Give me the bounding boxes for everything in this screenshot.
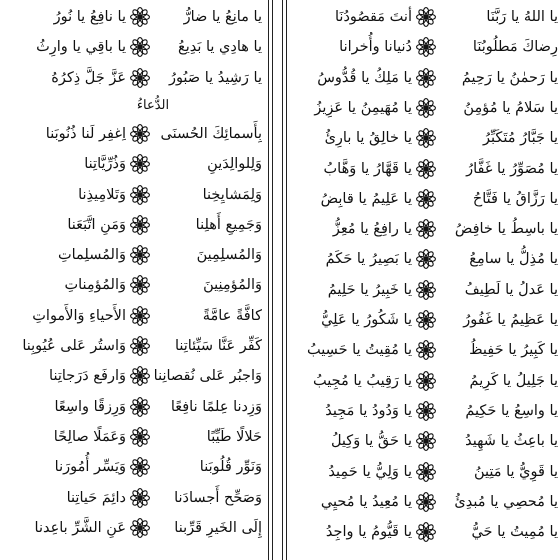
verse-row xyxy=(286,63,558,93)
verse-second-hemistich: وَاستُر عَلى عُيُوبِنا xyxy=(22,338,126,354)
verse-first-hemistich: وَنَوِّر قُلُوبَنا xyxy=(199,459,262,476)
verse-row xyxy=(286,93,558,123)
verse-second-hemistich: دُنيانا وأُخرانا xyxy=(339,39,412,56)
verse-row xyxy=(286,123,558,153)
verse-second-hemistich: وَذُرِّيَّاتِنا xyxy=(84,156,126,173)
verse-second-hemistich: وَالمُؤمِناتِ xyxy=(64,277,126,294)
verse-first-hemistich: يا هادِي يا بَدِيعُ xyxy=(177,39,262,56)
verse-second-hemistich: يا مُقِيتُ يا حَسِيبُ xyxy=(307,342,412,359)
verse-second-hemistich: وَرِزقًا واسِعًا xyxy=(54,398,126,415)
verse-row xyxy=(0,149,266,179)
verse-row xyxy=(0,392,266,422)
flower-ornament-icon xyxy=(130,124,150,144)
verse-second-hemistich: وَعَمَلًا صالِحًا xyxy=(53,428,126,445)
verse-first-hemistich: يا عَدلُ يا لَطِيفُ xyxy=(464,281,558,298)
verse-row xyxy=(0,483,266,513)
verse-row xyxy=(0,301,266,331)
flower-ornament-icon xyxy=(416,189,436,209)
verse-first-hemistich: يا رَحمٰنُ يا رَحِيمُ xyxy=(461,69,558,86)
verse-first-hemistich: وَلِمَشايِخِنا xyxy=(202,186,262,203)
verse-second-hemistich: يا شَكُورُ يا عَلِيُّ xyxy=(321,312,412,328)
verse-second-hemistich: يا رافِعُ يا مُعِزُّ xyxy=(332,221,412,238)
verse-row xyxy=(0,2,266,32)
verse-row xyxy=(0,513,266,543)
verse-row xyxy=(286,426,558,456)
flower-ornament-icon xyxy=(416,310,436,330)
flower-ornament-icon xyxy=(416,340,436,360)
flower-ornament-icon xyxy=(416,462,436,482)
verse-row xyxy=(0,63,266,93)
verse-first-hemistich: يا كَبِيرُ يا حَفِيظُ xyxy=(469,342,558,359)
verse-row xyxy=(286,366,558,396)
verse-row xyxy=(286,275,558,305)
verse-first-hemistich: وَاجبُر عَلى نُقصانِنا xyxy=(153,368,262,385)
verse-first-hemistich: يا اللهُ يا رَبَّنَا xyxy=(486,9,558,25)
right-text-column xyxy=(286,0,558,560)
verse-row xyxy=(286,32,558,62)
flower-ornament-icon xyxy=(416,68,436,88)
verse-first-hemistich: وَجَمِيعِ أَهلِنا xyxy=(195,216,262,233)
verse-second-hemistich: يا رَقِيبُ يا مُجِيبُ xyxy=(312,372,412,389)
flower-ornament-icon xyxy=(416,401,436,421)
verse-first-hemistich: حَلالًا طَيِّبًا xyxy=(206,428,262,445)
verse-second-hemistich: يا قَهَّارُ يا وَهَّابُ xyxy=(323,160,412,177)
verse-row xyxy=(0,32,266,62)
verse-first-hemistich: يا مُذِلُّ يا سامِعُ xyxy=(469,251,558,268)
verse-row xyxy=(0,422,266,452)
flower-ornament-icon xyxy=(130,68,150,88)
verse-row xyxy=(286,305,558,335)
verse-second-hemistich: يا مَلِكُ يا قُدُّوسُ xyxy=(317,69,412,86)
flower-ornament-icon xyxy=(416,128,436,148)
verse-first-hemistich: كَفِّر عَنَّا سَيِّئاتِنا xyxy=(174,338,262,354)
column-divider-rule xyxy=(268,0,269,560)
flower-ornament-icon xyxy=(130,37,150,57)
flower-ornament-icon xyxy=(130,245,150,265)
verse-row xyxy=(0,270,266,300)
flower-ornament-icon xyxy=(130,427,150,447)
verse-row xyxy=(286,457,558,487)
flower-ornament-icon xyxy=(416,492,436,512)
verse-second-hemistich: وَالمُسلِماتِ xyxy=(57,247,126,264)
verse-first-hemistich: يا مُمِيتُ يا حَيُّ xyxy=(471,524,558,541)
verse-second-hemistich: يا مُهَيمِنُ يا عَزِيزُ xyxy=(314,99,412,116)
verse-second-hemistich: يا وَدُودُ يا مَجِيدُ xyxy=(325,402,412,419)
verse-row xyxy=(0,240,266,270)
flower-ornament-icon xyxy=(416,522,436,542)
verse-row xyxy=(0,210,266,240)
flower-ornament-icon xyxy=(416,249,436,269)
flower-ornament-icon xyxy=(416,159,436,179)
verse-second-hemistich: وَتَلامِيذِنا xyxy=(78,186,126,203)
flower-ornament-icon xyxy=(130,185,150,205)
verse-first-hemistich: يا جَلِيلُ يا كَرِيمُ xyxy=(469,372,558,389)
flower-ornament-icon xyxy=(416,37,436,57)
verse-row xyxy=(286,154,558,184)
flower-ornament-icon xyxy=(130,306,150,326)
verse-row xyxy=(0,331,266,361)
verse-second-hemistich: يا حَقُّ يا وَكِيلُ xyxy=(330,433,412,450)
verse-first-hemistich: يا رَشِيدُ يا صَبُورُ xyxy=(168,69,262,86)
verse-second-hemistich: يا خَبِيرُ يا حَلِيمُ xyxy=(327,281,412,298)
flower-ornament-icon xyxy=(416,98,436,118)
verse-first-hemistich: يا عَظِيمُ يا غَفُورُ xyxy=(463,312,558,328)
flower-ornament-icon xyxy=(130,336,150,356)
verse-first-hemistich: وَالمُؤمِنِينَ xyxy=(203,277,262,294)
verse-first-hemistich: يا مُحصِي يا مُبدِئُ xyxy=(454,493,558,510)
verse-row xyxy=(286,2,558,32)
flower-ornament-icon xyxy=(130,275,150,295)
flower-ornament-icon xyxy=(130,7,150,27)
left-text-column xyxy=(0,0,266,560)
flower-ornament-icon xyxy=(416,371,436,391)
verse-first-hemistich: إِلَى الخَيرِ قَرِّبنا xyxy=(174,519,262,536)
verse-first-hemistich: يا قَوِيُّ يا مَتِينُ xyxy=(473,463,558,480)
verse-first-hemistich: كافَّةً عامَّةً xyxy=(202,307,262,324)
verse-first-hemistich: وَالمُسلِمِينَ xyxy=(196,247,262,264)
verse-first-hemistich: يا باعِثُ يا شَهِيدُ xyxy=(465,433,558,450)
verse-second-hemistich: وَمَنِ اتَّبَعَنا xyxy=(67,216,126,233)
verse-row xyxy=(286,487,558,517)
flower-ornament-icon xyxy=(130,457,150,477)
verse-first-hemistich: وَلِلوالِدَينِ xyxy=(207,156,262,173)
verse-first-hemistich: رِضاكَ مَطلُوبُنَا xyxy=(472,39,558,56)
verse-second-hemistich: يا وَلِيُّ يا حَمِيدُ xyxy=(328,463,412,480)
verse-row xyxy=(286,214,558,244)
verse-first-hemistich: يا باسِطُ يا خافِضُ xyxy=(454,221,558,238)
column-divider-rule xyxy=(282,0,283,560)
verse-first-hemistich: يا مانِعُ يا ضارُّ xyxy=(183,9,262,25)
flower-ornament-icon xyxy=(130,397,150,417)
verse-row xyxy=(0,361,266,391)
verse-first-hemistich: يا رَزَّاقُ يا فَتَّاحُ xyxy=(472,190,558,207)
flower-ornament-icon xyxy=(130,488,150,508)
verse-second-hemistich: وَارفَع دَرَجاتِنا xyxy=(49,368,126,385)
flower-ornament-icon xyxy=(416,431,436,451)
verse-first-hemistich: بِأَسمائِكَ الحُسنَى xyxy=(160,125,262,142)
verse-second-hemistich: يا بَصِيرُ يا حَكَمُ xyxy=(325,251,412,268)
flower-ornament-icon xyxy=(416,219,436,239)
verse-second-hemistich: يا خالِقُ يا بارِئُ xyxy=(324,130,412,147)
verse-second-hemistich: عَنِ الشَّرِّ باعِدنا xyxy=(34,519,126,536)
verse-second-hemistich: يا نافِعُ يا نُورُ xyxy=(53,9,126,25)
verse-second-hemistich: يا مُعِيدُ يا مُحيِي xyxy=(320,493,412,510)
verse-row xyxy=(0,180,266,210)
section-heading: الدُّعاءُ xyxy=(136,97,170,113)
flower-ornament-icon xyxy=(130,215,150,235)
verse-second-hemistich: الأَحياءِ وَالأَمواتِ xyxy=(32,307,126,324)
column-divider-rule xyxy=(272,0,273,560)
verse-first-hemistich: يا واسِعُ يا حَكِيمُ xyxy=(465,402,558,419)
verse-second-hemistich: يا عَلِيمُ يا قابِضُ xyxy=(320,190,412,207)
verse-row xyxy=(0,452,266,482)
verse-row xyxy=(0,119,266,149)
verse-second-hemistich: دائِمَ حَياتِنا xyxy=(66,489,126,506)
verse-row xyxy=(286,335,558,365)
verse-second-hemistich: يا قَيُّومُ يا واجِدُ xyxy=(325,524,412,541)
flower-ornament-icon xyxy=(416,280,436,300)
verse-second-hemistich: عَزَّ جَلَّ ذِكرُهُ xyxy=(51,69,126,86)
verse-first-hemistich: يا سَلامُ يا مُؤمِنُ xyxy=(463,99,558,116)
verse-second-hemistich: اِغفِر لَنا ذُنُوبَنا xyxy=(45,125,126,142)
flower-ornament-icon xyxy=(130,366,150,386)
verse-first-hemistich: وَزِدنا عِلمًا نافِعًا xyxy=(170,398,262,415)
flower-ornament-icon xyxy=(130,518,150,538)
verse-first-hemistich: يا مُصَوِّرُ يا غَفَّارُ xyxy=(466,160,558,177)
verse-second-hemistich: يا باقِي يا وارِثُ xyxy=(36,39,126,56)
verse-row xyxy=(286,244,558,274)
flower-ornament-icon xyxy=(130,154,150,174)
verse-row xyxy=(286,396,558,426)
verse-second-hemistich: وَيَسِّر أُمُورَنا xyxy=(54,459,126,476)
verse-second-hemistich: أنتَ مَقصُودُنَا xyxy=(335,9,412,25)
flower-ornament-icon xyxy=(416,7,436,27)
verse-row xyxy=(286,184,558,214)
verse-first-hemistich: يا جَبَّارُ مُتَكَبِّرُ xyxy=(483,130,558,147)
verse-row xyxy=(286,517,558,547)
verse-first-hemistich: وَصَحِّح أَجسادَنا xyxy=(174,489,262,506)
